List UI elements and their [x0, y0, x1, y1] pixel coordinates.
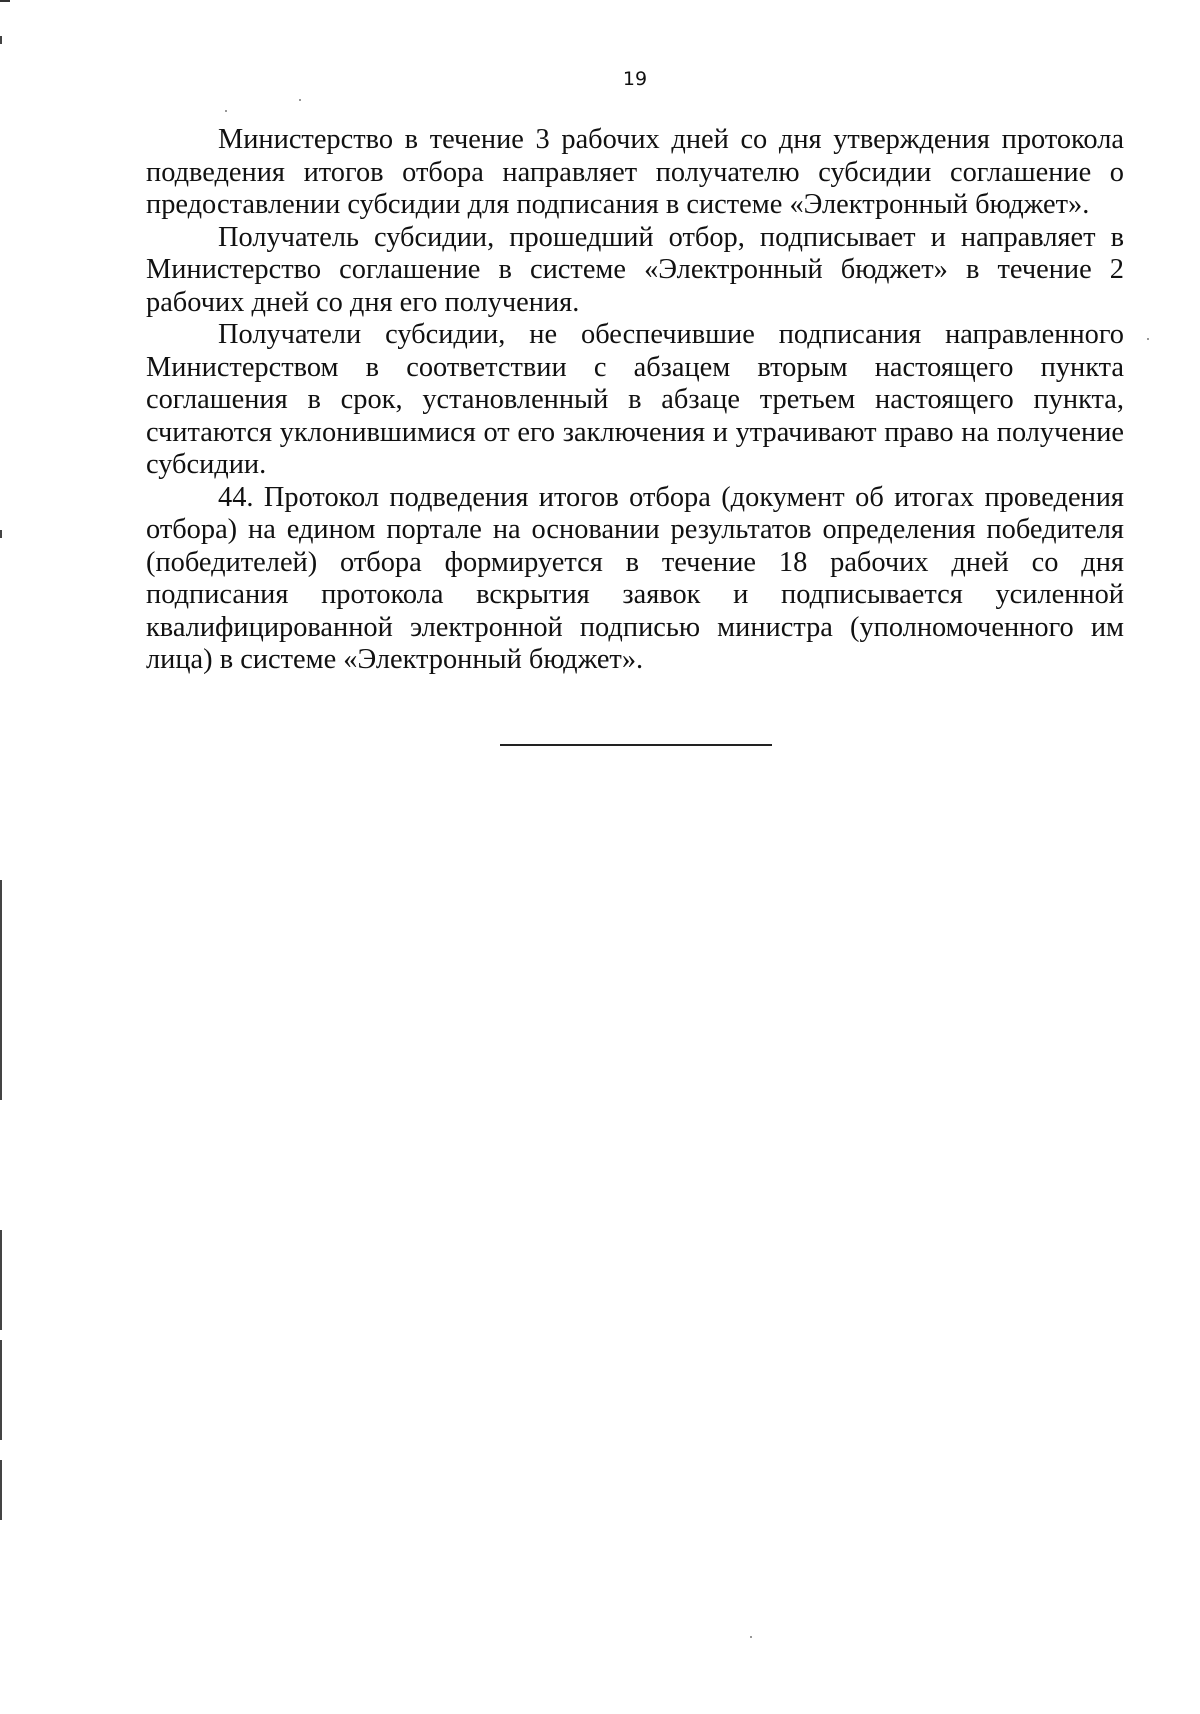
scan-margin-mark: [0, 1460, 2, 1520]
page-number: 19: [622, 68, 648, 90]
scan-margin-mark: [0, 530, 2, 538]
paragraph-recipient-signs: Получатель субсидии, прошедший отбор, подписывает и направляет в Министерство соглашение в системе «Электронный бюджет» в течение 2 рабочих дней со дня его получения.: [146, 221, 1124, 318]
paragraph-evasion: Получатели субсидии, не обеспечившие подписания направленного Министерством в соответствии с абзацем вторым настоящего пункта соглашения в срок, установленный в абзаце третьем настоящего пункта, считаются уклонившимися от его заключения и утрачивают право на получение субсидии.: [146, 319, 1124, 480]
scan-corner-mark: [0, 0, 10, 2]
scan-speck: [1147, 338, 1149, 340]
scan-margin-mark: [0, 36, 2, 44]
scan-margin-mark: [0, 1230, 2, 1330]
paragraph-item-44: 44. Протокол подведения итогов отбора (документ об итогах проведения отбора) на едином портале на основании результатов определения победителя (победителей) отбора формируется в течение 18 рабочих дней со дня подписания протокола вскрытия заявок и подписывается усиленной квалифицированной электронной подписью министра (уполномоченного им лица) в системе «Электронный бюджет».: [146, 481, 1124, 675]
scan-margin-mark: [0, 880, 2, 1100]
paragraph-signing-notice: Министерство в течение 3 рабочих дней со дня утверждения протокола подведения итогов отбора направляет получателю субсидии соглашение о предоставлении субсидии для подписания в системе «Электронный бюджет».: [146, 124, 1124, 220]
end-of-text-rule: [500, 744, 772, 746]
scan-speck: [225, 110, 227, 112]
body-text: [146, 124, 1124, 677]
scan-speck: [750, 1636, 752, 1638]
scan-speck: [299, 99, 301, 101]
scan-margin-mark: [0, 1340, 2, 1440]
